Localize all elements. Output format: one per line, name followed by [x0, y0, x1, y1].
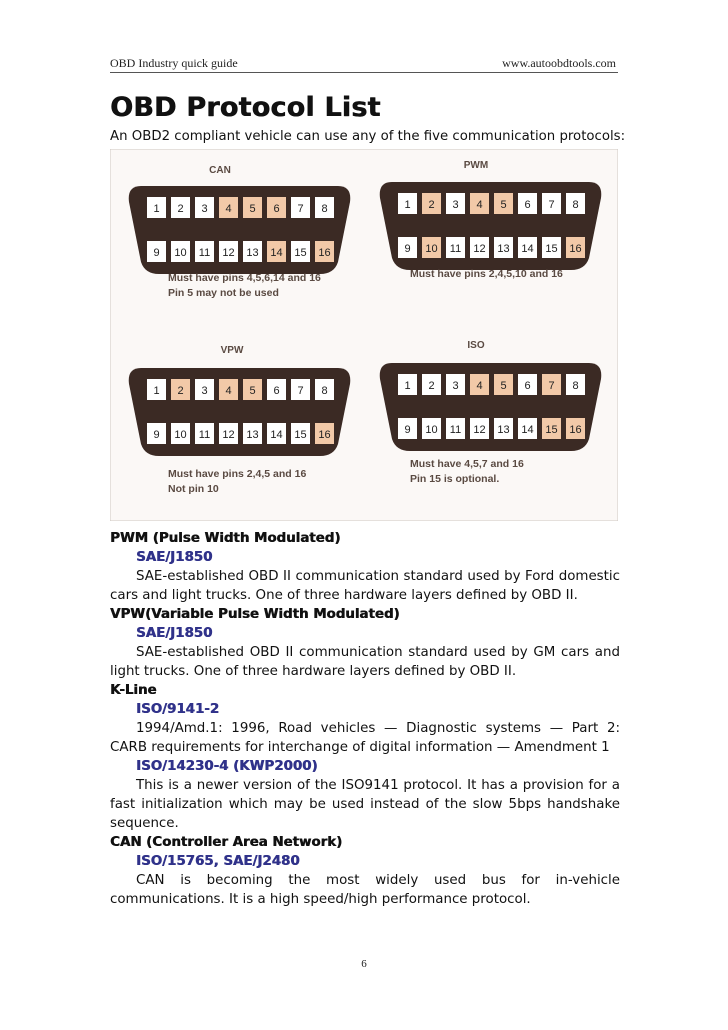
pin-9	[398, 237, 417, 258]
pin-13	[494, 418, 513, 439]
pin-12	[470, 237, 489, 258]
pin-14	[518, 237, 537, 258]
svg-text:4: 4	[225, 385, 232, 397]
svg-text:12: 12	[222, 429, 235, 441]
svg-text:10: 10	[425, 424, 438, 436]
standard-name: ISO/9141-2	[136, 702, 220, 717]
svg-text:12: 12	[222, 247, 235, 259]
svg-text:2: 2	[428, 380, 435, 392]
svg-text:7: 7	[548, 199, 555, 211]
connector-note-line: Not pin 10	[168, 483, 219, 495]
svg-text:5: 5	[249, 385, 256, 397]
pin-16	[315, 423, 334, 444]
pin-14	[267, 423, 286, 444]
pin-5	[243, 379, 262, 400]
svg-text:2: 2	[177, 203, 184, 215]
pin-9	[147, 423, 166, 444]
standard-description: SAE-established OBD II communication standard used by GM cars and light trucks. One of three hardware layers defined by OBD II.	[110, 645, 620, 679]
pin-1	[147, 197, 166, 218]
pin-1	[147, 379, 166, 400]
pin-11	[195, 423, 214, 444]
connector-label: PWM	[463, 160, 489, 171]
svg-text:8: 8	[321, 203, 328, 215]
pin-10	[171, 423, 190, 444]
pin-16	[566, 418, 585, 439]
pin-14	[518, 418, 537, 439]
svg-text:6: 6	[524, 199, 531, 211]
pin-15	[542, 237, 561, 258]
connector-note-line: Must have pins 2,4,5 and 16	[168, 468, 307, 480]
pin-4	[470, 193, 489, 214]
svg-text:16: 16	[569, 424, 582, 436]
svg-text:10: 10	[174, 247, 187, 259]
pin-11	[446, 237, 465, 258]
pin-13	[494, 237, 513, 258]
svg-text:6: 6	[273, 203, 280, 215]
svg-text:3: 3	[452, 380, 459, 392]
obd-connector-figure	[110, 149, 618, 521]
pin-12	[470, 418, 489, 439]
pin-1	[398, 193, 417, 214]
svg-text:3: 3	[201, 385, 208, 397]
protocol-sections	[110, 529, 620, 909]
pin-4	[470, 374, 489, 395]
connector-note-line: Must have 4,5,7 and 16	[410, 458, 524, 470]
page-title: OBD Protocol List	[110, 92, 381, 123]
standard-name: SAE/J1850	[136, 550, 213, 565]
standard-name: ISO/14230-4 (KWP2000)	[136, 759, 318, 774]
pin-1	[398, 374, 417, 395]
connector-note-line: Pin 5 may not be used	[168, 287, 279, 299]
svg-text:11: 11	[449, 243, 462, 255]
pin-2	[171, 379, 190, 400]
svg-text:1: 1	[153, 385, 160, 397]
pin-15	[542, 418, 561, 439]
header-left-text: OBD Industry quick guide	[110, 56, 238, 70]
svg-text:2: 2	[428, 199, 435, 211]
svg-text:15: 15	[545, 243, 558, 255]
connector-label: ISO	[467, 340, 485, 351]
svg-text:3: 3	[452, 199, 459, 211]
pin-7	[542, 193, 561, 214]
pin-12	[219, 423, 238, 444]
svg-text:1: 1	[404, 380, 411, 392]
svg-text:8: 8	[572, 380, 579, 392]
svg-text:13: 13	[246, 247, 259, 259]
svg-text:11: 11	[198, 247, 211, 259]
standard-description: CAN is becoming the most widely used bus for in-vehicle communications. It is a high speed/high performance protocol.	[110, 873, 620, 907]
pin-3	[195, 197, 214, 218]
page-number: 6	[361, 958, 367, 970]
pin-5	[494, 193, 513, 214]
pin-10	[171, 241, 190, 262]
pin-11	[446, 418, 465, 439]
pin-6	[267, 197, 286, 218]
svg-text:16: 16	[318, 429, 331, 441]
svg-text:4: 4	[476, 199, 483, 211]
svg-text:7: 7	[548, 380, 555, 392]
section-heading: K-Line	[110, 683, 157, 698]
pin-8	[566, 193, 585, 214]
svg-text:5: 5	[500, 199, 507, 211]
standard-description: 1994/Amd.1: 1996, Road vehicles — Diagnostic systems — Part 2: CARB requirements for interchange of digital information — Amendment 1	[110, 721, 620, 755]
svg-text:9: 9	[404, 243, 411, 255]
pin-8	[315, 379, 334, 400]
svg-text:2: 2	[177, 385, 184, 397]
pin-6	[518, 193, 537, 214]
svg-text:12: 12	[473, 424, 486, 436]
section-heading: CAN (Controller Area Network)	[110, 835, 343, 850]
pin-10	[422, 418, 441, 439]
svg-text:4: 4	[476, 380, 483, 392]
svg-text:6: 6	[273, 385, 280, 397]
svg-text:14: 14	[521, 424, 534, 436]
pin-8	[566, 374, 585, 395]
pin-3	[195, 379, 214, 400]
svg-text:10: 10	[174, 429, 187, 441]
standard-name: ISO/15765, SAE/J2480	[136, 854, 300, 869]
standard-description: This is a newer version of the ISO9141 protocol. It has a provision for a fast initialization which may be used instead of the slow 5bps handshake sequence.	[110, 778, 620, 831]
svg-text:15: 15	[294, 247, 307, 259]
svg-text:16: 16	[318, 247, 331, 259]
pin-2	[422, 193, 441, 214]
standard-description: SAE-established OBD II communication standard used by Ford domestic cars and light trucks. One of three hardware layers defined by OBD II.	[110, 569, 620, 603]
pin-11	[195, 241, 214, 262]
pin-14	[267, 241, 286, 262]
svg-text:6: 6	[524, 380, 531, 392]
pin-5	[243, 197, 262, 218]
svg-text:16: 16	[569, 243, 582, 255]
svg-text:14: 14	[270, 247, 283, 259]
pin-4	[219, 379, 238, 400]
svg-text:9: 9	[153, 429, 160, 441]
svg-text:15: 15	[545, 424, 558, 436]
svg-text:4: 4	[225, 203, 232, 215]
section-heading: VPW(Variable Pulse Width Modulated)	[110, 607, 400, 622]
svg-text:9: 9	[153, 247, 160, 259]
svg-text:14: 14	[521, 243, 534, 255]
pin-7	[291, 197, 310, 218]
pin-7	[291, 379, 310, 400]
pin-9	[398, 418, 417, 439]
svg-text:1: 1	[153, 203, 160, 215]
pin-7	[542, 374, 561, 395]
svg-text:9: 9	[404, 424, 411, 436]
pin-9	[147, 241, 166, 262]
running-header	[110, 56, 618, 73]
svg-text:15: 15	[294, 429, 307, 441]
header-right-url: www.autoobdtools.com	[502, 56, 616, 70]
pin-16	[315, 241, 334, 262]
intro-text: An OBD2 compliant vehicle can use any of the five communication protocols:	[110, 129, 626, 144]
pin-2	[422, 374, 441, 395]
svg-text:7: 7	[297, 203, 304, 215]
svg-text:11: 11	[449, 424, 462, 436]
pin-10	[422, 237, 441, 258]
svg-text:1: 1	[404, 199, 411, 211]
svg-text:7: 7	[297, 385, 304, 397]
svg-text:8: 8	[572, 199, 579, 211]
pin-13	[243, 241, 262, 262]
svg-text:8: 8	[321, 385, 328, 397]
svg-text:13: 13	[246, 429, 259, 441]
svg-text:13: 13	[497, 243, 510, 255]
pin-13	[243, 423, 262, 444]
connector-note-line: Must have pins 2,4,5,10 and 16	[410, 268, 563, 280]
svg-text:11: 11	[198, 429, 211, 441]
svg-text:14: 14	[270, 429, 283, 441]
pin-3	[446, 374, 465, 395]
standard-name: SAE/J1850	[136, 626, 213, 641]
pin-6	[267, 379, 286, 400]
pin-15	[291, 241, 310, 262]
pin-16	[566, 237, 585, 258]
connector-label: VPW	[220, 345, 244, 356]
section-heading: PWM (Pulse Width Modulated)	[110, 531, 341, 546]
svg-text:12: 12	[473, 243, 486, 255]
pin-15	[291, 423, 310, 444]
connector-note-line: Pin 15 is optional.	[410, 473, 500, 485]
svg-text:10: 10	[425, 243, 438, 255]
pin-5	[494, 374, 513, 395]
svg-text:5: 5	[249, 203, 256, 215]
pin-6	[518, 374, 537, 395]
connector-note-line: Must have pins 4,5,6,14 and 16	[168, 272, 321, 284]
pin-8	[315, 197, 334, 218]
pin-3	[446, 193, 465, 214]
svg-text:3: 3	[201, 203, 208, 215]
pin-4	[219, 197, 238, 218]
pin-12	[219, 241, 238, 262]
connector-label: CAN	[209, 165, 231, 176]
svg-text:13: 13	[497, 424, 510, 436]
svg-text:5: 5	[500, 380, 507, 392]
pin-2	[171, 197, 190, 218]
